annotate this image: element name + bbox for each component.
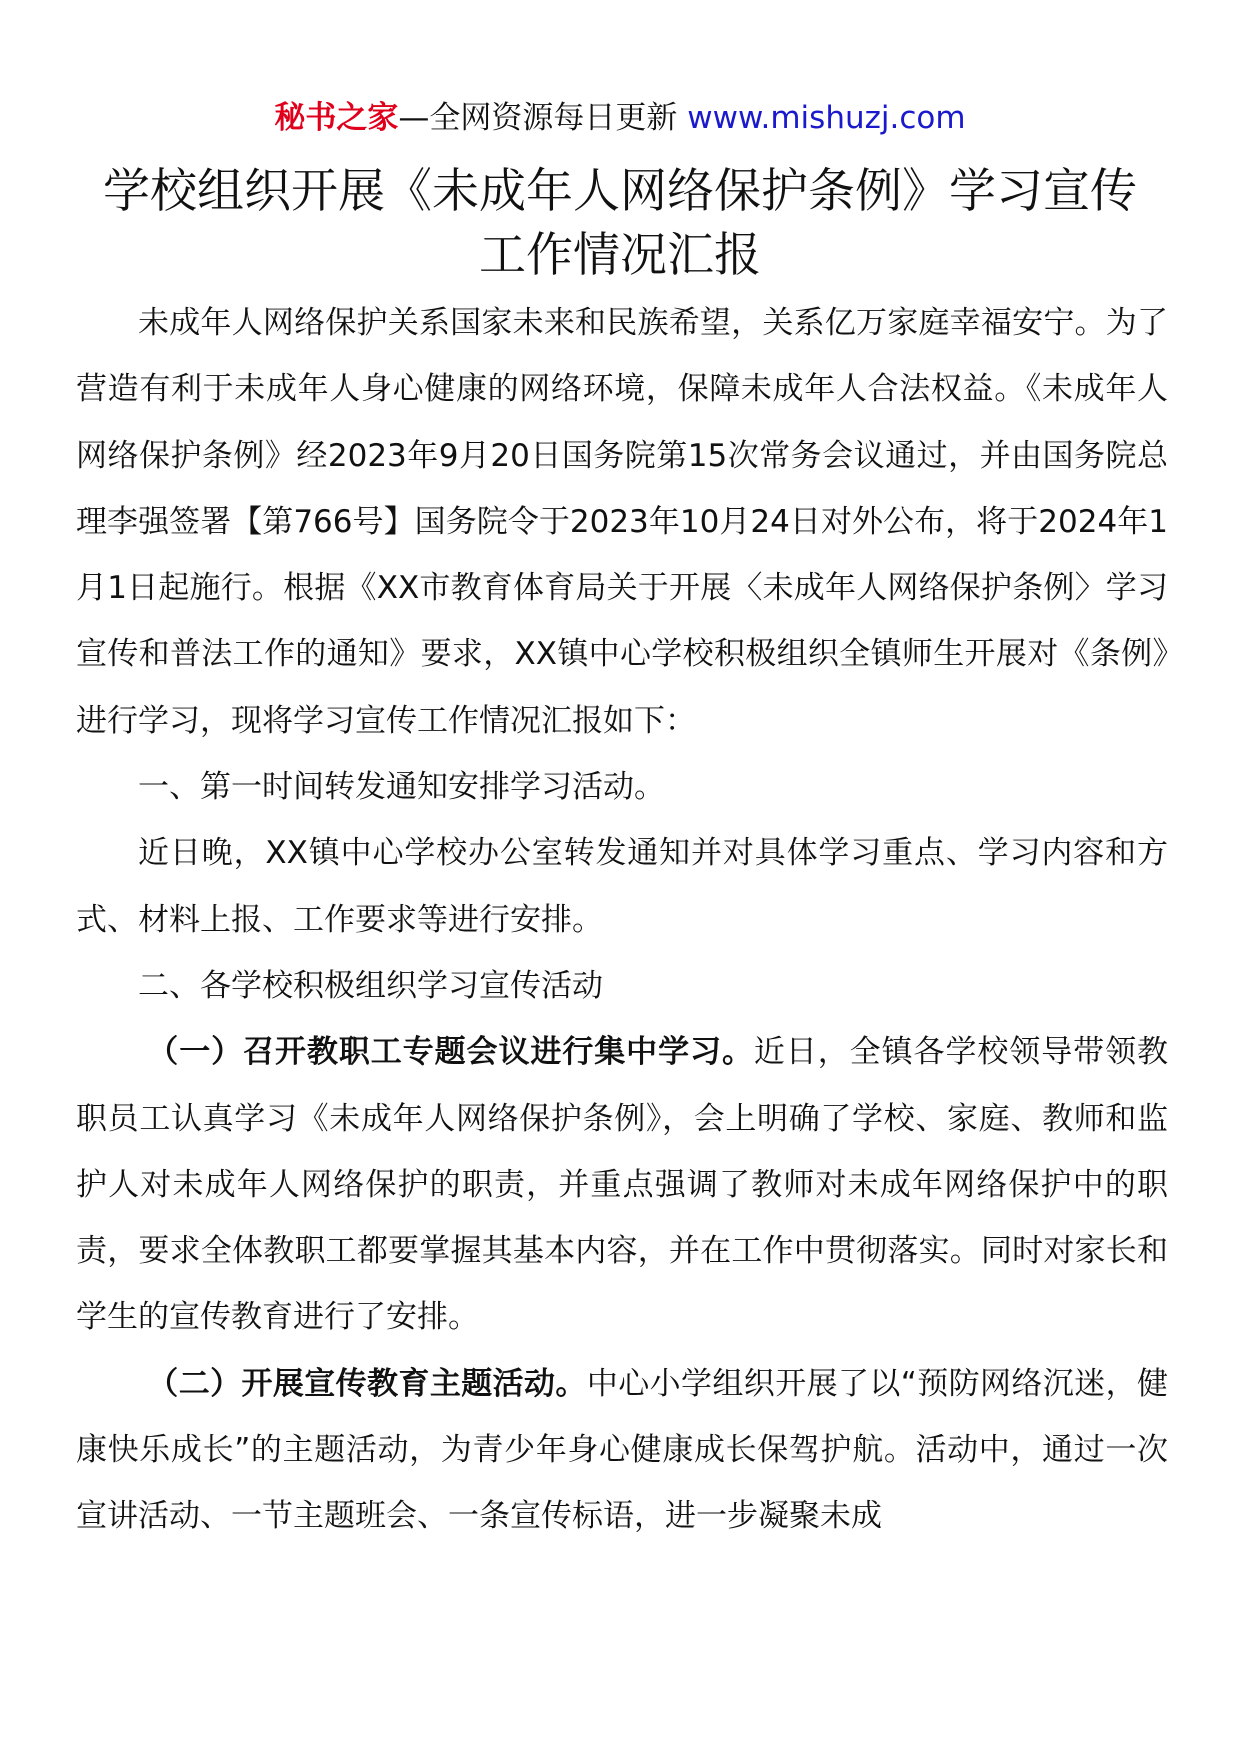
brand-name: 秘书之家 (274, 100, 399, 136)
subsection-1-paragraph (76, 1019, 1168, 1350)
intro-paragraph: 未成年人网络保护关系国家未来和民族希望，关系亿万家庭幸福安宁。为了营造有利于未成年人身心健康的网络环境，保障未成年人合法权益。《未成年人网络保护条例》经2023年9月20日国务院第15次常务会议通过，并由国务院总理李强签署【第766号】国务院令于2023年10月24日对外公布，将于2024年1月1日起施行。根据《XX市教育体育局关于开展〈未成年人网络保护条例〉学习宣传和普法工作的通知》要求，XX镇中心学校积极组织全镇师生开展对《条例》进行学习，现将学习宣传工作情况汇报如下： (76, 305, 1168, 739)
subsection-2-paragraph (76, 1351, 1168, 1550)
section-heading-2: 二、各学校积极组织学习宣传活动 (138, 967, 603, 1004)
document-body (76, 290, 1168, 1550)
section-1-paragraph: 近日晚，XX镇中心学校办公室转发通知并对具体学习重点、学习内容和方式、材料上报、工作要求等进行安排。 (76, 835, 1168, 938)
site-url-link[interactable]: www.mishuzj.com (687, 100, 966, 136)
site-header (0, 96, 1240, 140)
subsection-2-text: 中心小学组织开展了以“预防网络沉迷，健康快乐成长”的主题活动，为青少年身心健康成长保驾护航。活动中，通过一次宣讲活动、一节主题班会、一条宣传标语，进一步凝聚未成 (76, 1365, 1168, 1535)
subsection-1-text: 近日，全镇各学校领导带领教职员工认真学习《未成年人网络保护条例》，会上明确了学校、家庭、教师和监护人对未成年人网络保护的职责，并重点强调了教师对未成年网络保护中的职责，要求全体教职工都要掌握其基本内容，并在工作中贯彻落实。同时对家长和学生的宣传教育进行了安排。 (76, 1034, 1169, 1336)
subsection-2-heading: （二）开展宣传教育主题活动。 (147, 1365, 587, 1402)
subsection-1-heading: （一）召开教职工专题会议进行集中学习。 (147, 1034, 754, 1071)
document-title: 学校组织开展《未成年人网络保护条例》学习宣传工作情况汇报 (103, 164, 1137, 283)
section-heading-1: 一、第一时间转发通知安排学习活动。 (138, 769, 665, 806)
header-slogan: —全网资源每日更新 (398, 100, 678, 136)
